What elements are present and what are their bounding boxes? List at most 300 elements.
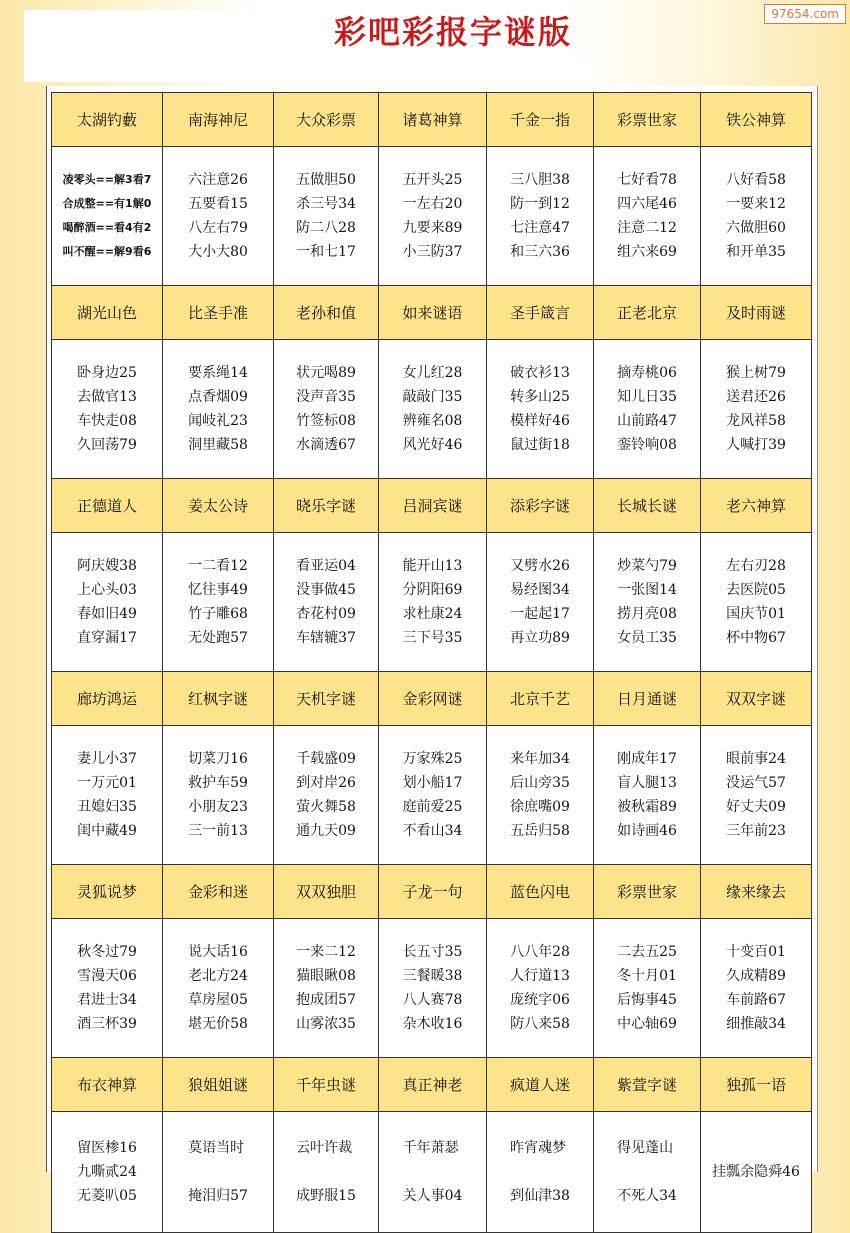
clue-line: 关人事04 <box>402 1188 463 1204</box>
clue-line: 大小大80 <box>188 244 248 260</box>
clue-cell <box>379 919 487 1058</box>
clue-line: 好丈夫09 <box>726 799 786 815</box>
clue-cell <box>379 533 487 672</box>
column-header: 红枫字谜 <box>163 672 274 726</box>
clue-lines <box>296 168 356 264</box>
clue-line: 堪无价58 <box>188 1016 248 1032</box>
clue-line: 八左右79 <box>188 220 248 236</box>
clue-cell <box>594 1112 701 1233</box>
clue-lines <box>726 747 786 843</box>
column-header: 湖光山色 <box>52 286 163 340</box>
clue-line: 组六来69 <box>617 244 677 260</box>
header-row <box>52 865 812 919</box>
clue-cell <box>594 726 701 865</box>
clue-line: 又劈水26 <box>510 558 570 574</box>
column-header: 诸葛神算 <box>379 93 487 147</box>
clue-line: 没事做45 <box>296 582 356 598</box>
clue-line: 草房屋05 <box>188 992 248 1008</box>
content-row <box>52 340 812 479</box>
clue-line: 龙风祥58 <box>726 413 786 429</box>
clue-line: 十变百01 <box>726 944 786 960</box>
clue-line: 防八来58 <box>510 1016 570 1032</box>
clue-lines <box>510 361 570 457</box>
clue-line: 老北方24 <box>188 968 248 984</box>
clue-line: 杀三号34 <box>296 196 356 212</box>
clue-line: 无处跑57 <box>188 630 248 646</box>
clue-line: 五做胆50 <box>296 172 356 188</box>
clue-line: 上心头03 <box>77 582 137 598</box>
column-header: 如来谜语 <box>379 286 487 340</box>
clue-line: 七好看78 <box>617 172 677 188</box>
clue-lines <box>188 747 248 843</box>
clue-line: 闻岐礼23 <box>188 413 248 429</box>
column-header: 双双字谜 <box>701 672 812 726</box>
clue-line: 万家殊25 <box>402 751 463 767</box>
clue-line: 猫眼瞅08 <box>296 968 356 984</box>
clue-line: 三餐暖38 <box>402 968 463 984</box>
clue-cell <box>274 726 379 865</box>
clue-cell <box>594 340 701 479</box>
clue-cell <box>487 340 594 479</box>
clue-line: 转多山25 <box>510 389 570 405</box>
clue-lines <box>617 554 677 650</box>
clue-line: 一和七17 <box>296 244 356 260</box>
column-header: 姜太公诗 <box>163 479 274 533</box>
clue-cell <box>163 340 274 479</box>
clue-line: 君进士34 <box>77 992 137 1008</box>
clue-line: 车快走08 <box>77 413 137 429</box>
clue-line: 直穿漏17 <box>77 630 137 646</box>
column-header: 老孙和值 <box>274 286 379 340</box>
clue-lines <box>403 554 463 650</box>
column-header: 比圣手准 <box>163 286 274 340</box>
clue-line: 盲人腿13 <box>617 775 677 791</box>
clue-cell <box>52 533 163 672</box>
clue-line: 阿庆嫂38 <box>77 558 137 574</box>
clue-line: 无菱叭05 <box>77 1188 137 1204</box>
clue-line: 竹签标08 <box>296 413 356 429</box>
clue-cell <box>379 726 487 865</box>
clue-line: 凌零头==解3看7 <box>62 173 152 186</box>
column-header: 正德道人 <box>52 479 163 533</box>
clue-line: 三一前13 <box>188 823 248 839</box>
clue-line: 说大话16 <box>188 944 248 960</box>
clue-cell <box>379 340 487 479</box>
clue-line: 一要来12 <box>726 196 786 212</box>
column-header: 老六神算 <box>701 479 812 533</box>
clue-line: 求杜康24 <box>402 606 463 622</box>
clue-cell <box>487 919 594 1058</box>
clue-lines <box>510 1136 570 1208</box>
clue-line: 喝醉酒==看4有2 <box>62 221 152 234</box>
clue-lines <box>296 361 356 457</box>
clue-line <box>403 1160 463 1184</box>
clue-line: 状元喝89 <box>296 365 356 381</box>
clue-lines <box>77 940 137 1036</box>
content-row <box>52 1112 812 1233</box>
column-header: 正老北京 <box>594 286 701 340</box>
clue-lines <box>403 747 463 843</box>
clue-line: 一万元01 <box>77 775 137 791</box>
clue-cell <box>52 147 163 286</box>
clue-line: 洞里藏58 <box>188 437 248 453</box>
clue-cell <box>487 147 594 286</box>
clue-line: 人行道13 <box>510 968 570 984</box>
clue-line: 萤火舞58 <box>296 799 356 815</box>
top-left-blank-box <box>24 10 262 82</box>
clue-lines <box>617 747 677 843</box>
clue-lines <box>403 361 463 457</box>
clue-cell <box>163 919 274 1058</box>
clue-line: 庭前爱25 <box>402 799 463 815</box>
clue-line <box>188 1160 248 1184</box>
clue-line: 春如旧49 <box>77 606 137 622</box>
clue-cell <box>274 340 379 479</box>
clue-line: 八人赛78 <box>402 992 463 1008</box>
clue-line: 抱成团57 <box>296 992 356 1008</box>
clue-line: 久成精89 <box>726 968 786 984</box>
clue-line: 通九天09 <box>296 823 356 839</box>
clue-lines <box>77 1136 137 1208</box>
clue-line: 没运气57 <box>726 775 786 791</box>
clue-line: 去做官13 <box>77 389 137 405</box>
column-header: 灵狐说梦 <box>52 865 163 919</box>
clue-line: 敲敲门35 <box>402 389 463 405</box>
clue-cell <box>701 533 812 672</box>
clue-line: 小朋友23 <box>188 799 248 815</box>
column-header: 独孤一语 <box>701 1058 812 1112</box>
clue-line: 注意二12 <box>617 220 677 236</box>
clue-line: 水滴透67 <box>296 437 356 453</box>
clue-line: 五要看15 <box>188 196 248 212</box>
clue-line: 车辖辘37 <box>296 630 356 646</box>
clue-line: 女儿红28 <box>402 365 463 381</box>
column-header: 布衣神算 <box>52 1058 163 1112</box>
clue-line: 四六尾46 <box>617 196 677 212</box>
clue-cell <box>701 726 812 865</box>
column-header: 及时雨谜 <box>701 286 812 340</box>
column-header: 千年虫谜 <box>274 1058 379 1112</box>
clue-lines <box>726 554 786 650</box>
content-row <box>52 533 812 672</box>
clue-cell <box>594 919 701 1058</box>
clue-cell <box>52 1112 163 1233</box>
clue-line: 去医院05 <box>726 582 786 598</box>
column-header: 吕洞宾谜 <box>379 479 487 533</box>
clue-lines <box>510 554 570 650</box>
clue-line <box>617 1160 677 1184</box>
clue-line: 一二看12 <box>188 558 248 574</box>
clue-line: 九要来89 <box>402 220 463 236</box>
clue-lines <box>403 1136 463 1208</box>
clue-cell <box>274 919 379 1058</box>
clue-line: 云叶许裁 <box>296 1140 353 1156</box>
clue-line <box>510 1160 570 1184</box>
clue-lines <box>510 747 570 843</box>
column-header: 南海神尼 <box>163 93 274 147</box>
clue-line: 七注意47 <box>510 220 570 236</box>
clue-line: 千载盛09 <box>296 751 356 767</box>
clue-lines <box>188 1136 248 1208</box>
clue-line: 防二八28 <box>296 220 356 236</box>
clue-lines <box>510 168 570 264</box>
column-header: 子龙一句 <box>379 865 487 919</box>
clue-lines <box>188 168 248 264</box>
clue-line: 不看山34 <box>402 823 463 839</box>
clue-line: 挂瓢余隐舜46 <box>712 1164 800 1180</box>
clue-line: 到仙津38 <box>510 1188 570 1204</box>
clue-lines <box>296 1136 356 1208</box>
clue-line: 忆往事49 <box>188 582 248 598</box>
clue-lines <box>617 1136 677 1208</box>
clue-line: 不死人34 <box>617 1188 677 1204</box>
content-row <box>52 919 812 1058</box>
clue-line: 五岳归58 <box>510 823 570 839</box>
clue-line: 风光好46 <box>402 437 463 453</box>
clue-cell <box>594 147 701 286</box>
clue-lines <box>77 747 137 843</box>
clue-lines <box>726 940 786 1036</box>
column-header: 彩票世家 <box>594 865 701 919</box>
clue-cell <box>487 1112 594 1233</box>
clue-line: 三八胆38 <box>510 172 570 188</box>
header-row <box>52 286 812 340</box>
clue-cell <box>379 1112 487 1233</box>
clue-line: 合成整==有1解0 <box>62 197 152 210</box>
clue-lines <box>188 554 248 650</box>
clue-cell <box>163 147 274 286</box>
column-header: 长城长谜 <box>594 479 701 533</box>
clue-line <box>296 1160 356 1184</box>
clue-cell <box>379 147 487 286</box>
clue-line: 救护车59 <box>188 775 248 791</box>
header-row <box>52 672 812 726</box>
clue-lines <box>403 940 463 1036</box>
clue-line: 和三六36 <box>510 244 570 260</box>
clue-cell <box>274 147 379 286</box>
clue-lines <box>188 940 248 1036</box>
clue-line: 和开单35 <box>726 244 786 260</box>
clue-lines <box>726 361 786 457</box>
clue-line: 二去五25 <box>617 944 677 960</box>
clue-line: 捞月亮08 <box>617 606 677 622</box>
clue-line: 冬十月01 <box>617 968 677 984</box>
clue-line: 一张图14 <box>617 582 677 598</box>
clue-line: 卧身边25 <box>77 365 137 381</box>
clue-cell <box>52 919 163 1058</box>
clue-lines <box>296 747 356 843</box>
clue-lines <box>188 361 248 457</box>
clue-line: 摘寿桃06 <box>617 365 677 381</box>
column-header: 狼姐姐谜 <box>163 1058 274 1112</box>
clue-cell <box>163 726 274 865</box>
column-header: 廊坊鸿运 <box>52 672 163 726</box>
clue-line: 分阴阳69 <box>402 582 463 598</box>
clue-line: 一左右20 <box>402 196 463 212</box>
clue-lines <box>617 940 677 1036</box>
clue-line: 三下号35 <box>402 630 463 646</box>
column-header: 双双独胆 <box>274 865 379 919</box>
header-row <box>52 1058 812 1112</box>
clue-line: 没声音35 <box>296 389 356 405</box>
clue-line: 破衣衫13 <box>510 365 570 381</box>
clue-line: 八好看58 <box>726 172 786 188</box>
column-header: 疯道人迷 <box>487 1058 594 1112</box>
clue-line: 炒菜勺79 <box>617 558 677 574</box>
clue-lines <box>77 554 137 650</box>
column-header: 金彩和迷 <box>163 865 274 919</box>
clue-line: 点香烟09 <box>188 389 248 405</box>
column-header: 紫萱字谜 <box>594 1058 701 1112</box>
column-header: 晓乐字谜 <box>274 479 379 533</box>
clue-line: 杯中物67 <box>726 630 786 646</box>
column-header: 彩票世家 <box>594 93 701 147</box>
top-right-blank-box <box>366 56 596 82</box>
clue-cell <box>163 1112 274 1233</box>
clue-line: 切菜刀16 <box>188 751 248 767</box>
clue-cell <box>594 533 701 672</box>
column-header: 北京千艺 <box>487 672 594 726</box>
clue-line: 雪漫天06 <box>77 968 137 984</box>
clue-lines <box>403 168 463 264</box>
clue-line: 到对岸26 <box>296 775 356 791</box>
clue-line: 三年前23 <box>726 823 786 839</box>
clue-line: 长五寸35 <box>402 944 463 960</box>
column-header: 真正神老 <box>379 1058 487 1112</box>
clue-line: 易经图34 <box>510 582 570 598</box>
page-title: 彩吧彩报字谜版 <box>334 13 573 51</box>
clue-line: 杂木收16 <box>402 1016 463 1032</box>
column-header: 铁公神算 <box>701 93 812 147</box>
clue-line: 八八年28 <box>510 944 570 960</box>
clue-line: 徐庶嘴09 <box>510 799 570 815</box>
clue-lines <box>617 168 677 264</box>
clue-lines <box>726 168 786 264</box>
clue-line: 细推敲34 <box>726 1016 786 1032</box>
clue-line: 千年萧瑟 <box>402 1140 459 1156</box>
clue-line: 秋冬过79 <box>77 944 137 960</box>
clue-lines <box>617 361 677 457</box>
clue-line: 杏花村09 <box>296 606 356 622</box>
clue-line: 留医椮16 <box>77 1140 137 1156</box>
clue-line: 要系绳14 <box>188 365 248 381</box>
site-watermark: 97654.com <box>764 4 846 24</box>
clue-line: 掩泪归57 <box>188 1188 248 1204</box>
clue-line: 后山旁35 <box>510 775 570 791</box>
clue-line: 模样好46 <box>510 413 570 429</box>
clue-lines <box>296 940 356 1036</box>
clue-line: 山雾浓35 <box>296 1016 356 1032</box>
clue-line: 车前路67 <box>726 992 786 1008</box>
clue-line: 划小船17 <box>402 775 463 791</box>
clue-line: 眼前事24 <box>726 751 786 767</box>
clue-cell <box>701 340 812 479</box>
header-row <box>52 93 812 147</box>
clue-line: 送君还26 <box>726 389 786 405</box>
clue-line: 国庆节01 <box>726 606 786 622</box>
clue-line: 中心轴69 <box>617 1016 677 1032</box>
clue-lines <box>77 361 137 457</box>
clue-lines <box>296 554 356 650</box>
column-header: 添彩字谜 <box>487 479 594 533</box>
clue-cell <box>274 533 379 672</box>
clue-cell <box>487 533 594 672</box>
clue-line: 昨宵魂梦 <box>510 1140 567 1156</box>
clue-line: 能开山13 <box>402 558 463 574</box>
clue-line: 防一到12 <box>510 196 570 212</box>
clue-line: 妻儿小37 <box>77 751 137 767</box>
clue-cell <box>701 1112 812 1233</box>
clue-line: 刚成年17 <box>617 751 677 767</box>
clue-line: 女员工35 <box>617 630 677 646</box>
clue-line: 九嘶贰24 <box>77 1164 137 1180</box>
clue-line: 小三防37 <box>402 244 463 260</box>
clue-line: 后悔事45 <box>617 992 677 1008</box>
content-row <box>52 147 812 286</box>
clue-cell <box>163 533 274 672</box>
clue-line: 知儿日35 <box>617 389 677 405</box>
clue-line: 一来二12 <box>296 944 356 960</box>
column-header: 太湖钓藪 <box>52 93 163 147</box>
clue-line: 看亚运04 <box>296 558 356 574</box>
clue-line: 猴上树79 <box>726 365 786 381</box>
clue-line: 丑媳妇35 <box>77 799 137 815</box>
clue-line: 山前路47 <box>617 413 677 429</box>
column-header: 日月通谜 <box>594 672 701 726</box>
column-header: 千金一指 <box>487 93 594 147</box>
clue-line: 銮铃响08 <box>617 437 677 453</box>
clue-line: 久回荡79 <box>77 437 137 453</box>
clue-cell <box>487 726 594 865</box>
column-header: 圣手箴言 <box>487 286 594 340</box>
clue-line: 被秋霜89 <box>617 799 677 815</box>
column-header: 蓝色闪电 <box>487 865 594 919</box>
clue-lines <box>712 1160 800 1184</box>
clue-line: 庞统字06 <box>510 992 570 1008</box>
clue-line: 一起起17 <box>510 606 570 622</box>
clue-line: 再立功89 <box>510 630 570 646</box>
column-header: 大众彩票 <box>274 93 379 147</box>
clue-line: 来年加34 <box>510 751 570 767</box>
clue-line: 左右刃28 <box>726 558 786 574</box>
clue-line: 叫不醒==解9看6 <box>62 245 152 258</box>
clue-lines <box>510 940 570 1036</box>
clue-line: 六做胆60 <box>726 220 786 236</box>
clue-line: 竹子雕68 <box>188 606 248 622</box>
puzzle-grid <box>51 92 812 1233</box>
clue-line: 莫语当时 <box>188 1140 245 1156</box>
clue-line: 如诗画46 <box>617 823 677 839</box>
clue-cell <box>701 147 812 286</box>
clue-cell <box>52 340 163 479</box>
clue-cell <box>52 726 163 865</box>
clue-line: 鼠过街18 <box>510 437 570 453</box>
clue-lines <box>63 168 152 264</box>
column-header: 缘来缘去 <box>701 865 812 919</box>
clue-line: 人喊打39 <box>726 437 786 453</box>
clue-line: 酒三杯39 <box>77 1016 137 1032</box>
clue-cell <box>701 919 812 1058</box>
clue-line: 得见蓬山 <box>617 1140 674 1156</box>
clue-cell <box>274 1112 379 1233</box>
column-header: 天机字谜 <box>274 672 379 726</box>
clue-line: 六注意26 <box>188 172 248 188</box>
clue-line: 五开头25 <box>402 172 463 188</box>
content-row <box>52 726 812 865</box>
header-row <box>52 479 812 533</box>
clue-line: 辨雍名08 <box>402 413 463 429</box>
clue-line: 成野服15 <box>296 1188 356 1204</box>
